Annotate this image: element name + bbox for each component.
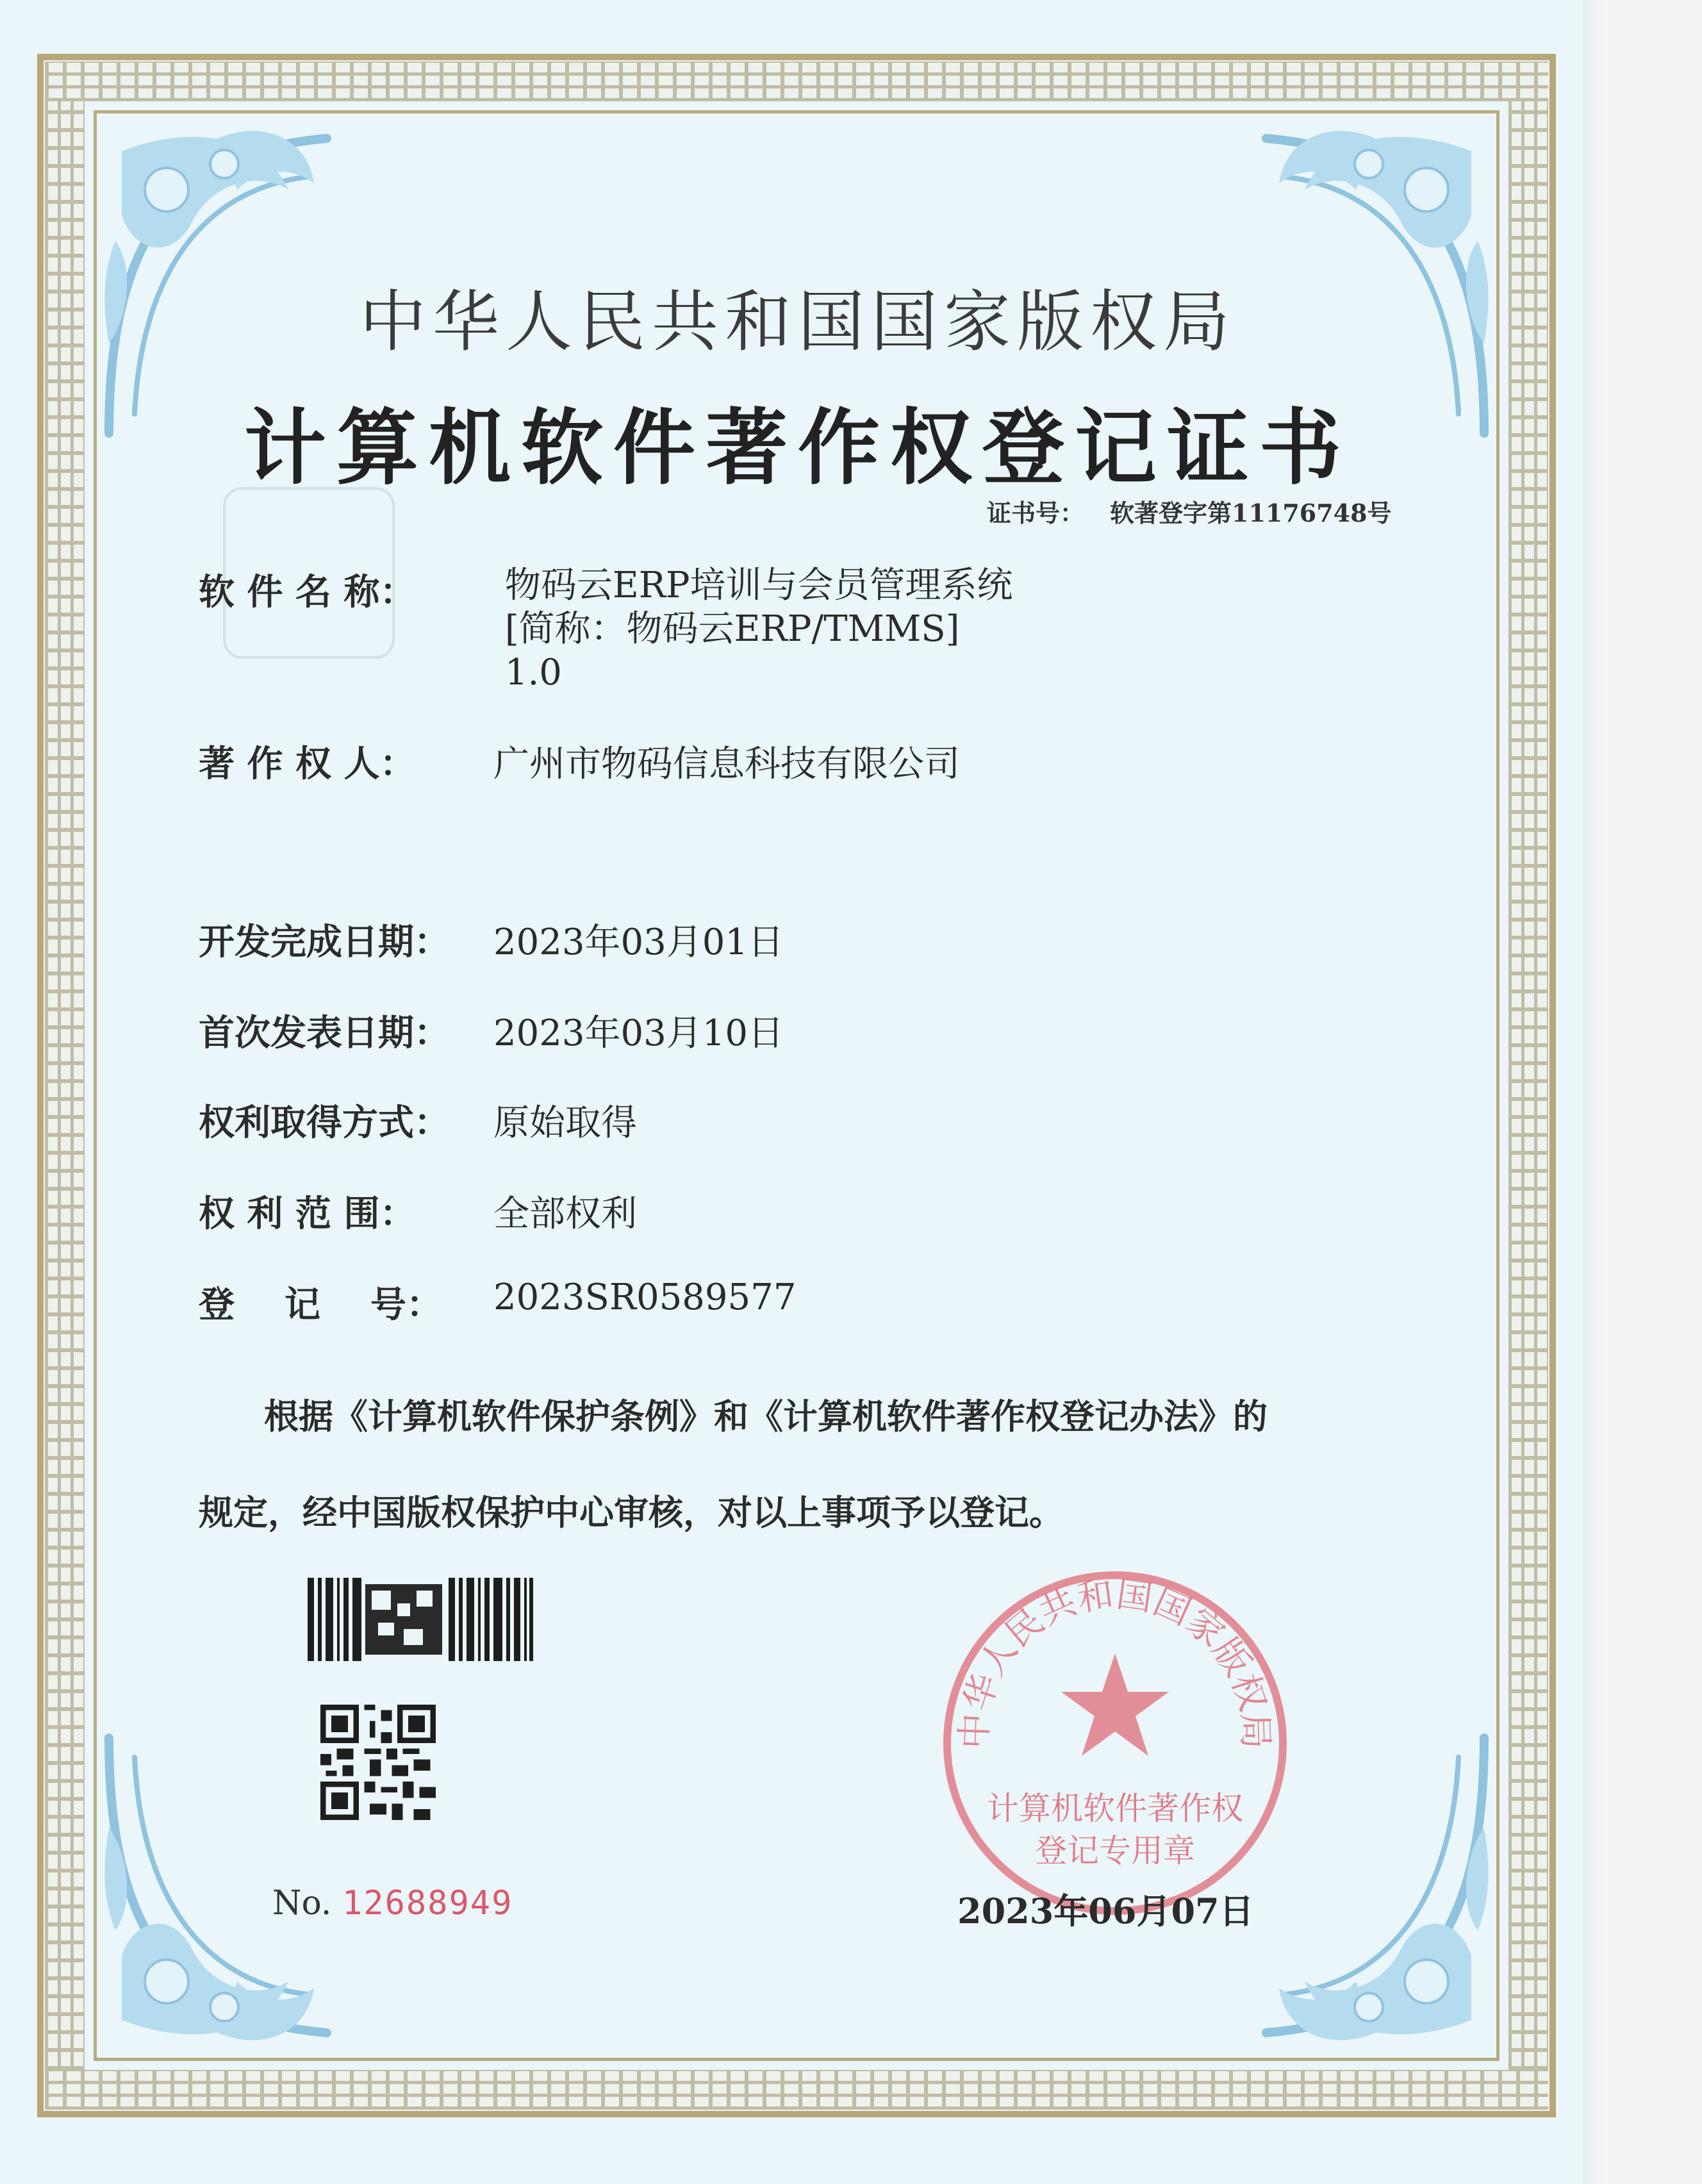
official-seal	[936, 1564, 1294, 1923]
certificate-number	[987, 493, 1392, 529]
acquisition-method-value: 原始取得	[493, 1102, 637, 1144]
greek-key-border-top	[45, 62, 1548, 101]
acquisition-method-label: 权利取得方式：	[199, 1102, 450, 1144]
statement-line-1: 根据《计算机软件保护条例》和《计算机软件著作权登记办法》的	[264, 1396, 1268, 1437]
serial-number	[272, 1884, 513, 1923]
software-name-line: 物码云ERP培训与会员管理系统	[504, 565, 1013, 606]
greek-key-border-bottom	[45, 2070, 1548, 2110]
copyright-owner-value: 广州市物码信息科技有限公司	[493, 743, 960, 785]
seal-line-1: 计算机软件著作权	[987, 1790, 1243, 1827]
first-publication-date-label: 首次发表日期：	[199, 1012, 450, 1054]
software-short-name-line: [简称：物码云ERP/TMMS]	[504, 608, 960, 650]
serial-prefix: No.	[272, 1884, 332, 1923]
development-date-label: 开发完成日期：	[199, 921, 450, 963]
field-software-name	[199, 564, 1013, 695]
field-scope-of-rights	[199, 1186, 637, 1237]
seal-line-2: 登记专用章	[1035, 1832, 1195, 1869]
certificate-number-label: 证书号：	[987, 499, 1085, 527]
development-date-value: 2023年03月01日	[493, 922, 784, 963]
field-copyright-owner	[199, 736, 960, 787]
first-publication-date-value: 2023年03月10日	[493, 1013, 784, 1054]
field-registration-number	[199, 1277, 796, 1328]
field-development-date	[199, 914, 784, 965]
issue-date: 2023年06月07日	[957, 1890, 1254, 1932]
registration-number-value: 2023SR0589577	[493, 1277, 797, 1318]
registration-number-label: 登 记 号：	[199, 1284, 442, 1326]
field-acquisition-method	[199, 1095, 637, 1146]
barcode	[308, 1578, 533, 1661]
qr-code	[320, 1705, 436, 1820]
serial-value: 12688949	[342, 1884, 513, 1923]
seal-star-icon	[1061, 1653, 1169, 1756]
scope-of-rights-label: 权 利 范 围：	[199, 1193, 416, 1235]
scope-of-rights-value: 全部权利	[493, 1193, 637, 1235]
statement-line-2: 规定，经中国版权保护中心审核，对以上事项予以登记。	[199, 1492, 1064, 1533]
software-name-value	[505, 564, 1013, 695]
software-version-line: 1.0	[504, 652, 562, 693]
agency-title: 中华人民共和国国家版权局	[359, 283, 1236, 361]
software-name-label: 软 件 名 称：	[199, 571, 416, 613]
seal-arc-text: 中华人民共和国国家版权局	[954, 1573, 1276, 1750]
certificate-title: 计算机软件著作权登记证书	[244, 400, 1351, 496]
copyright-owner-label: 著 作 权 人：	[199, 743, 416, 785]
certificate-number-value: 软著登字第11176748号	[1110, 499, 1392, 527]
field-first-publication-date	[199, 1005, 784, 1056]
